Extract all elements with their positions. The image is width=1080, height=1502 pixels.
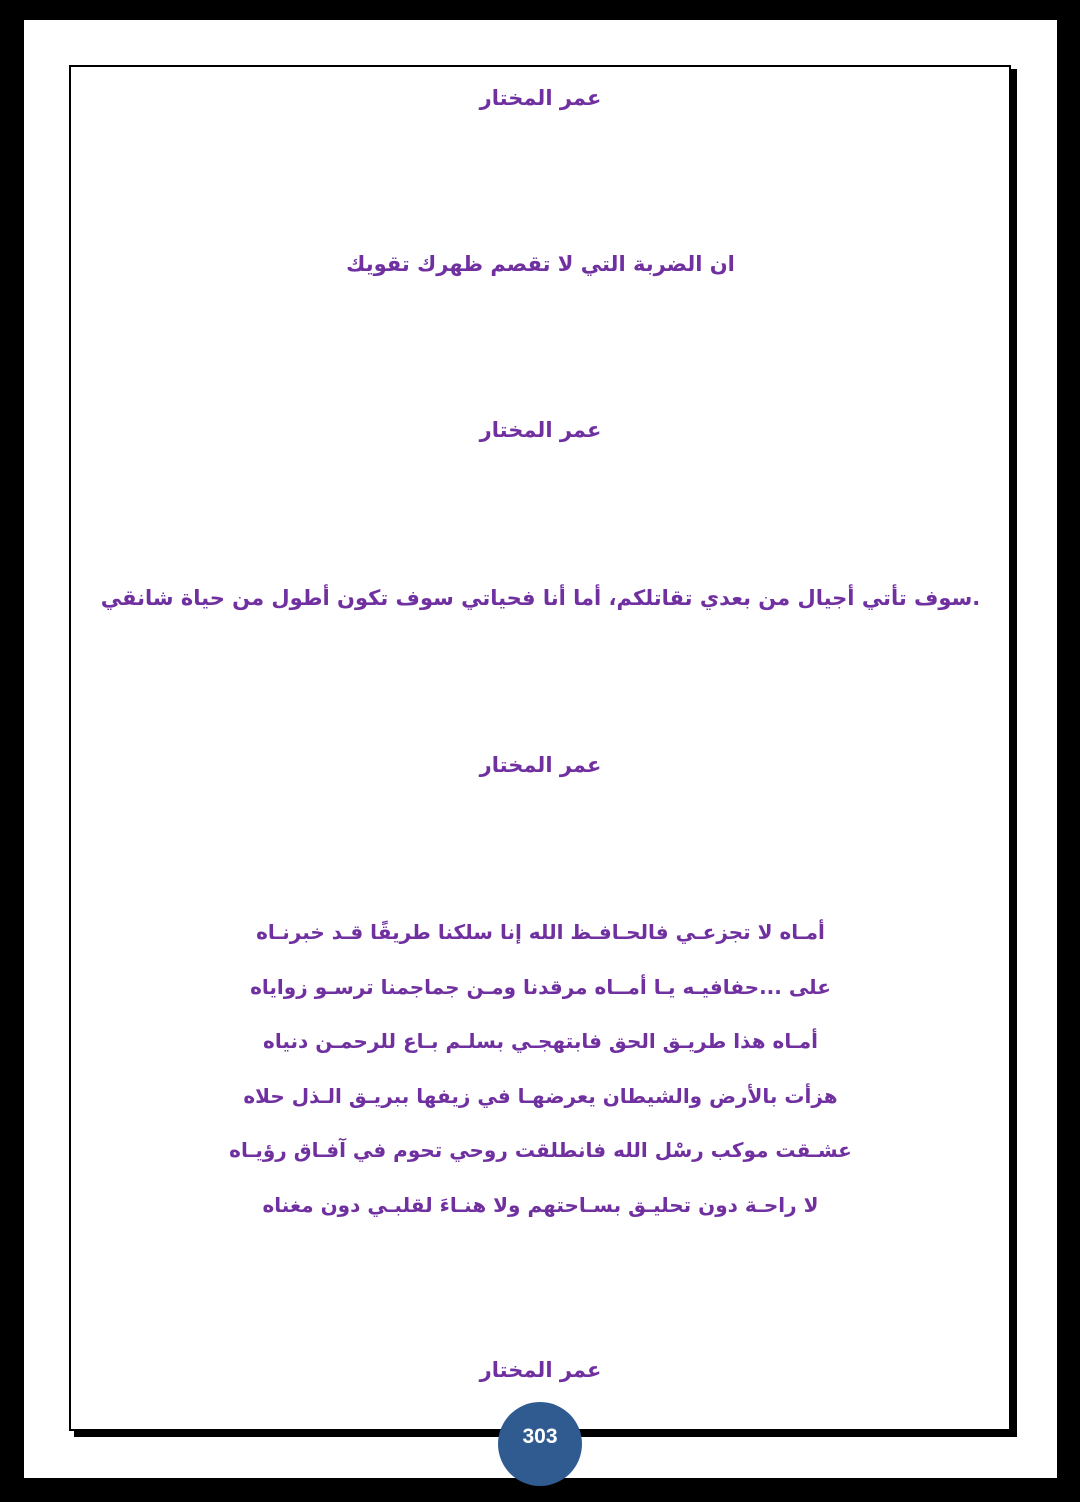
- poem-line: عشـقت موكب رسْل الله فانطلقت روحي تحوم في آفـاق رؤيـاه: [229, 1138, 852, 1162]
- poem-line: على ...حفافيـه يـا أمــاه مرقدنا ومـن جماجمنا ترسـو زواياه: [250, 975, 831, 999]
- quote-text: .سوف تأتي أجيال من بعدي تقاتلكم، أما أنا فحياتي سوف تكون أطول من حياة شانقي: [100, 586, 981, 610]
- poem-line: لا راحـة دون تحليـق بسـاحتهم ولا هنـاءَ لقلبـي دون مغناه: [262, 1193, 819, 1217]
- poem-line: أمـاه هذا طريـق الحق فابتهجـي بسلـم بـاع للرحمـن دنياه: [263, 1029, 818, 1053]
- poem-line: هزأت بالأرض والشيطان يعرضهـا في زيفها ببريـق الـذل حلاه: [243, 1084, 838, 1108]
- author-line: عمر المختار: [479, 1358, 602, 1382]
- document-page: [24, 20, 1057, 1478]
- poem-line: أمـاه لا تجزعـي فالحـافـظ الله إنا سلكنا طريقًا قـد خبرنـاه: [256, 920, 825, 944]
- author-line: عمر المختار: [479, 86, 602, 110]
- quote-text: ان الضربة التي لا تقصم ظهرك تقويك: [346, 252, 735, 276]
- author-line: عمر المختار: [479, 753, 602, 777]
- author-line: عمر المختار: [479, 418, 602, 442]
- page-number-badge: 303: [498, 1402, 582, 1486]
